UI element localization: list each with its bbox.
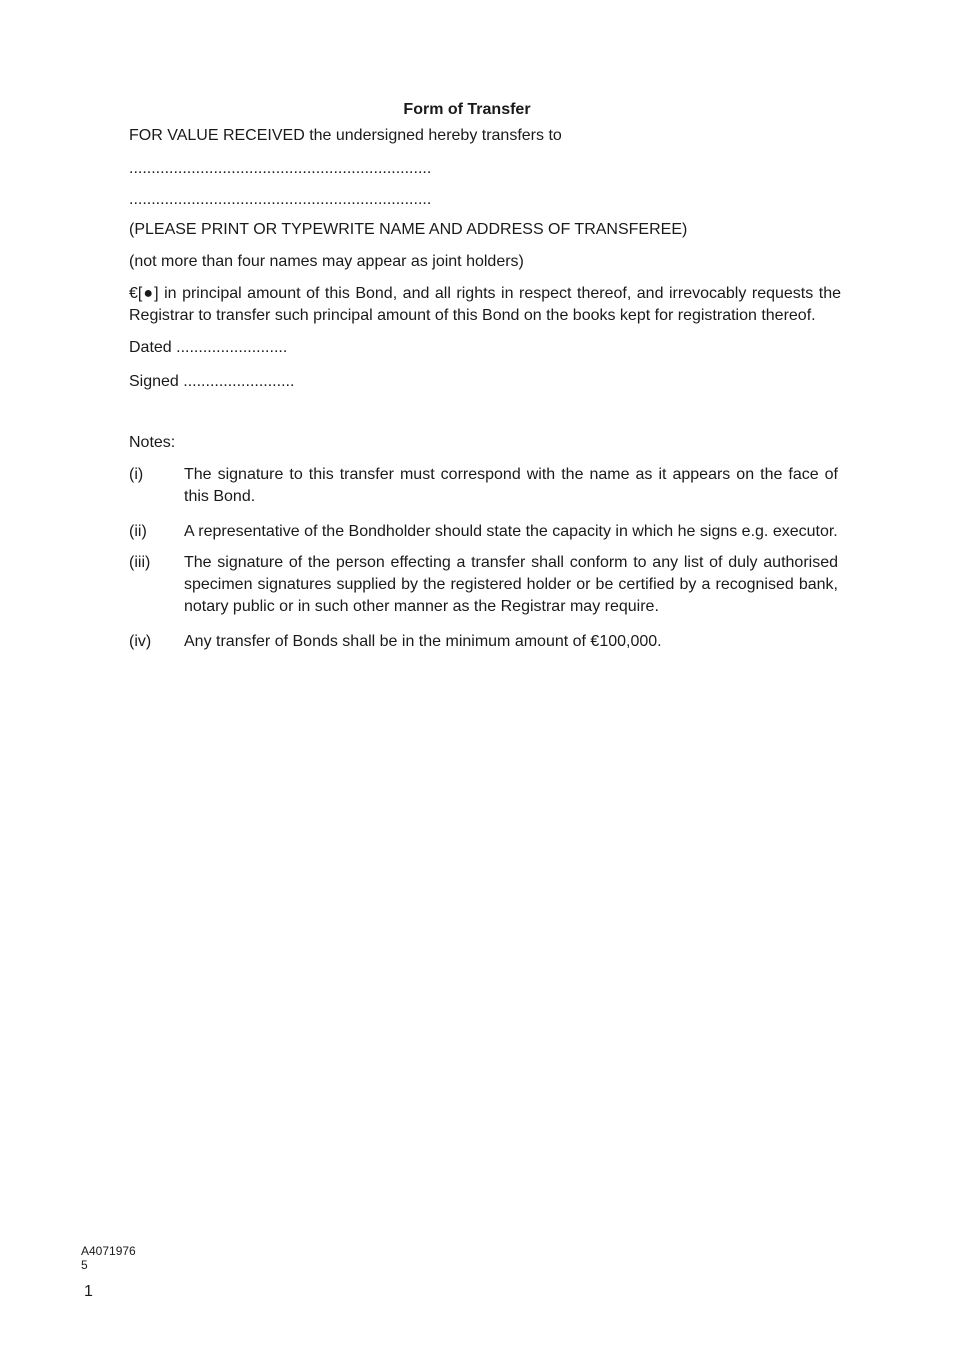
joint-holders-note: (not more than four names may appear as joint holders) <box>129 253 524 270</box>
note-item <box>129 631 849 653</box>
note-text: Any transfer of Bonds shall be in the minimum amount of €100,000. <box>184 633 662 650</box>
notes-heading: Notes: <box>129 434 176 451</box>
note-number: (i) <box>129 466 144 483</box>
dated-line: Dated ......................... <box>129 339 288 356</box>
transferee-line-2: .................................................................... <box>129 191 432 208</box>
note-item <box>129 552 849 618</box>
note-number: (ii) <box>129 523 147 540</box>
note-text: The signature to this transfer must correspond with the name as it appears on the face of this Bond. <box>184 466 838 505</box>
intro-text: FOR VALUE RECEIVED the undersigned hereby transfers to <box>129 127 562 144</box>
note-text: A representative of the Bondholder should state the capacity in which he signs e.g. executor. <box>184 523 838 540</box>
note-number: (iv) <box>129 633 152 650</box>
transferee-line-1: .................................................................... <box>129 160 432 177</box>
page-number: 1 <box>84 1283 93 1300</box>
page-title: Form of Transfer <box>403 101 531 118</box>
note-text: The signature of the person effecting a transfer shall conform to any list of duly authorised specimen signatures supplied by the registered holder or be certified by a recognised bank, notary public or in such other manner as the Registrar may require. <box>184 554 838 615</box>
print-instruction: (PLEASE PRINT OR TYPEWRITE NAME AND ADDRESS OF TRANSFEREE) <box>129 221 688 238</box>
document-reference-line: A4071976 <box>81 1244 136 1258</box>
note-number: (iii) <box>129 554 151 571</box>
signed-line: Signed ......................... <box>129 373 295 390</box>
note-item <box>129 464 849 508</box>
document-reference-line: 5 <box>81 1258 88 1272</box>
document-reference <box>81 1244 136 1272</box>
note-item <box>129 521 849 543</box>
principal-paragraph: €[●] in principal amount of this Bond, and all rights in respect thereof, and irrevocably requests the Registrar to transfer such principal amount of this Bond on the books kept for registration thereof. <box>129 285 841 324</box>
